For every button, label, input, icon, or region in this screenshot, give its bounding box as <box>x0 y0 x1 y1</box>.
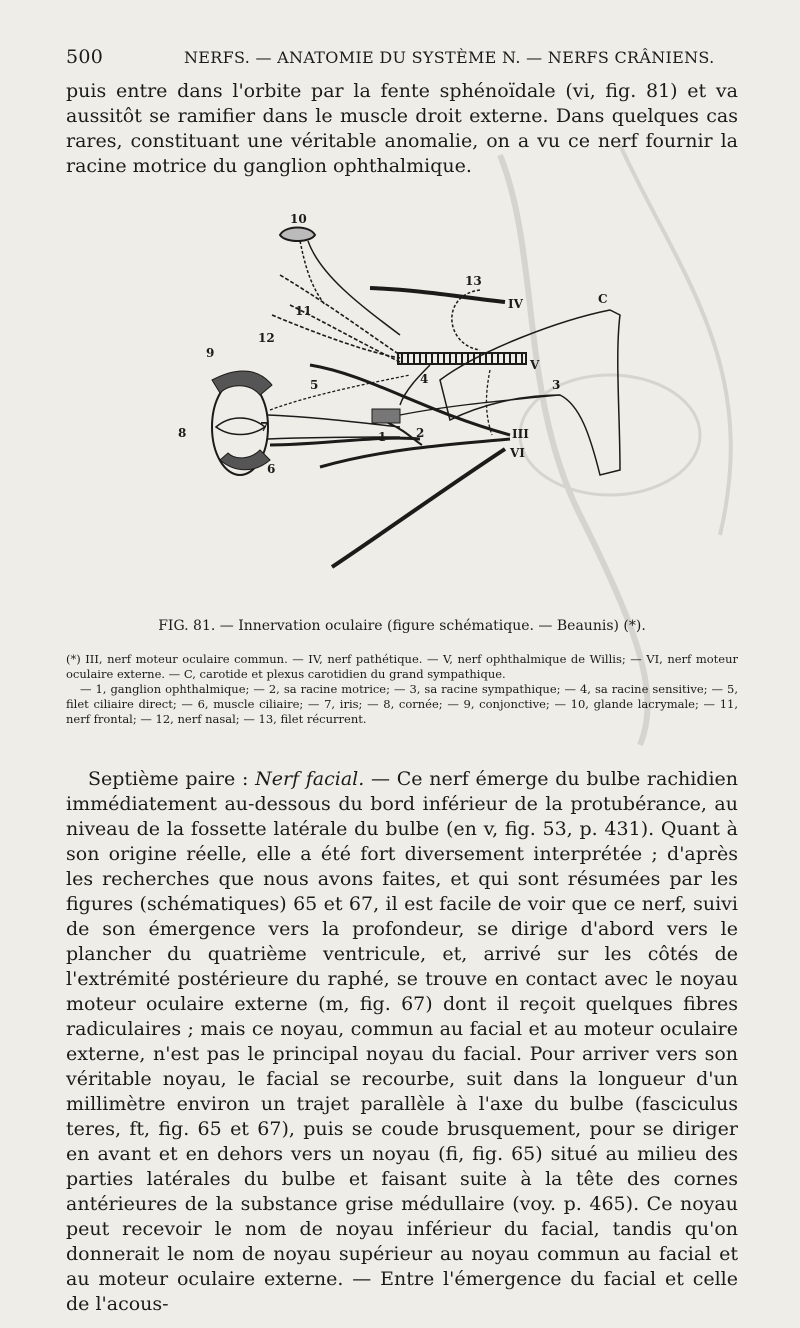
label-6: 6 <box>267 462 276 476</box>
lacrimal-gland <box>280 228 315 242</box>
legend-line-2: — 1, ganglion ophthalmique; — 2, sa racine motrice; — 3, sa racine sympathique; — 4, sa racine sensitive; — 5, filet ciliaire direct; — 6, muscle ciliaire; — 7, iris; — 8, cornée; — 9, conjonctive; — 10, glande lacrymale; — 11, nerf frontal; — 12, nerf nasal; — 13, filet récurrent. <box>66 682 738 726</box>
paragraph-1: puis entre dans l'orbite par la fente sphénoïdale (vi, fig. 81) et va aussitôt se ramifier dans le muscle droit externe. Dans quelques cas rares, constituant une véritable anomalie, on a vu ce nerf fournir la racine motrice du ganglion ophthalmique. <box>66 80 738 177</box>
legend-line-1: (*) III, nerf moteur oculaire commun. — IV, nerf pathétique. — V, nerf ophthalmique de Willis; — VI, nerf moteur oculaire externe. — C, carotide et plexus carotidien du grand sympathique. <box>66 652 738 681</box>
label-13: 13 <box>465 274 482 288</box>
carotid <box>440 310 620 475</box>
figure-81-illustration <box>160 205 660 605</box>
nerve-vi <box>332 449 505 567</box>
label-2: 2 <box>416 426 425 440</box>
label-9: 9 <box>206 346 215 360</box>
label-iv: IV <box>508 297 523 311</box>
ciliary-ganglion <box>372 409 400 423</box>
conjunctiva <box>212 371 272 395</box>
section-lead: Septième paire : <box>88 768 249 790</box>
label-vi: VI <box>510 446 525 460</box>
label-v: V <box>530 358 540 372</box>
ciliary-muscle <box>220 450 270 470</box>
nerve-iv <box>370 288 505 302</box>
page-number: 500 <box>66 46 104 68</box>
section-lead-italic: Nerf facial. <box>255 768 365 790</box>
label-c: C <box>598 292 608 306</box>
label-5: 5 <box>310 378 319 392</box>
paragraph-2 <box>66 767 738 1317</box>
figure-legend <box>66 652 738 727</box>
running-title: NERFS. — ANATOMIE DU SYSTÈME N. — NERFS CRÂNIENS. <box>184 48 715 67</box>
label-7: 7 <box>260 420 269 434</box>
label-12: 12 <box>258 331 275 345</box>
label-11: 11 <box>295 304 312 318</box>
label-4: 4 <box>420 372 429 386</box>
label-8: 8 <box>178 426 187 440</box>
figure-caption: FIG. 81. — Innervation oculaire (figure schématique. — Beaunis) (*). <box>158 618 646 634</box>
paragraph-2-text: — Ce nerf émerge du bulbe rachidien immédiatement au-dessous du bord inférieur de la protubérance, au niveau de la fossette latérale du bulbe (en v, fig. 53, p. 431). Quant à son origine réelle, elle a été fort diversement interprétée ; d'après les recherches que nous avons faites, et qui sont résumées par les figures (schématiques) 65 et 67, il est facile de voir que ce nerf, suivi de son émergence vers la profondeur, se dirige d'abord vers le plancher du quatrième ventricule, et, arrivé sur les côtés de l'extrémité postérieure du raphé, se trouve en contact avec le noyau moteur oculaire externe (m, fig. 67) dont il reçoit quelques fibres radiculaires ; mais ce noyau, commun au facial et au moteur oculaire externe, n'est pas le principal noyau du facial. Pour arriver vers son véritable noyau, le facial se recourbe, suit dans la longueur d'un millimètre environ un trajet parallèle à l'axe du bulbe (fasciculus teres, ft, fig. 65 et 67), puis se coude brusquement, pour se diriger en avant et en dehors vers un noyau (fi, fig. 65) situé au milieu des parties latérales du bulbe et faisant suite à la tête des cornes antérieures de la substance grise médullaire (voy. p. 465). Ce noyau peut recevoir le nom de noyau inférieur du facial, tandis qu'on donnerait le nom de noyau supérieur au noyau commun au facial et au moteur oculaire externe. — Entre l'émergence du facial et celle de l'acous- <box>66 768 739 1315</box>
label-iii: III <box>512 427 529 441</box>
label-1: 1 <box>378 430 387 444</box>
nerve-iii <box>310 365 510 435</box>
label-10: 10 <box>290 212 307 226</box>
label-3: 3 <box>552 378 561 392</box>
